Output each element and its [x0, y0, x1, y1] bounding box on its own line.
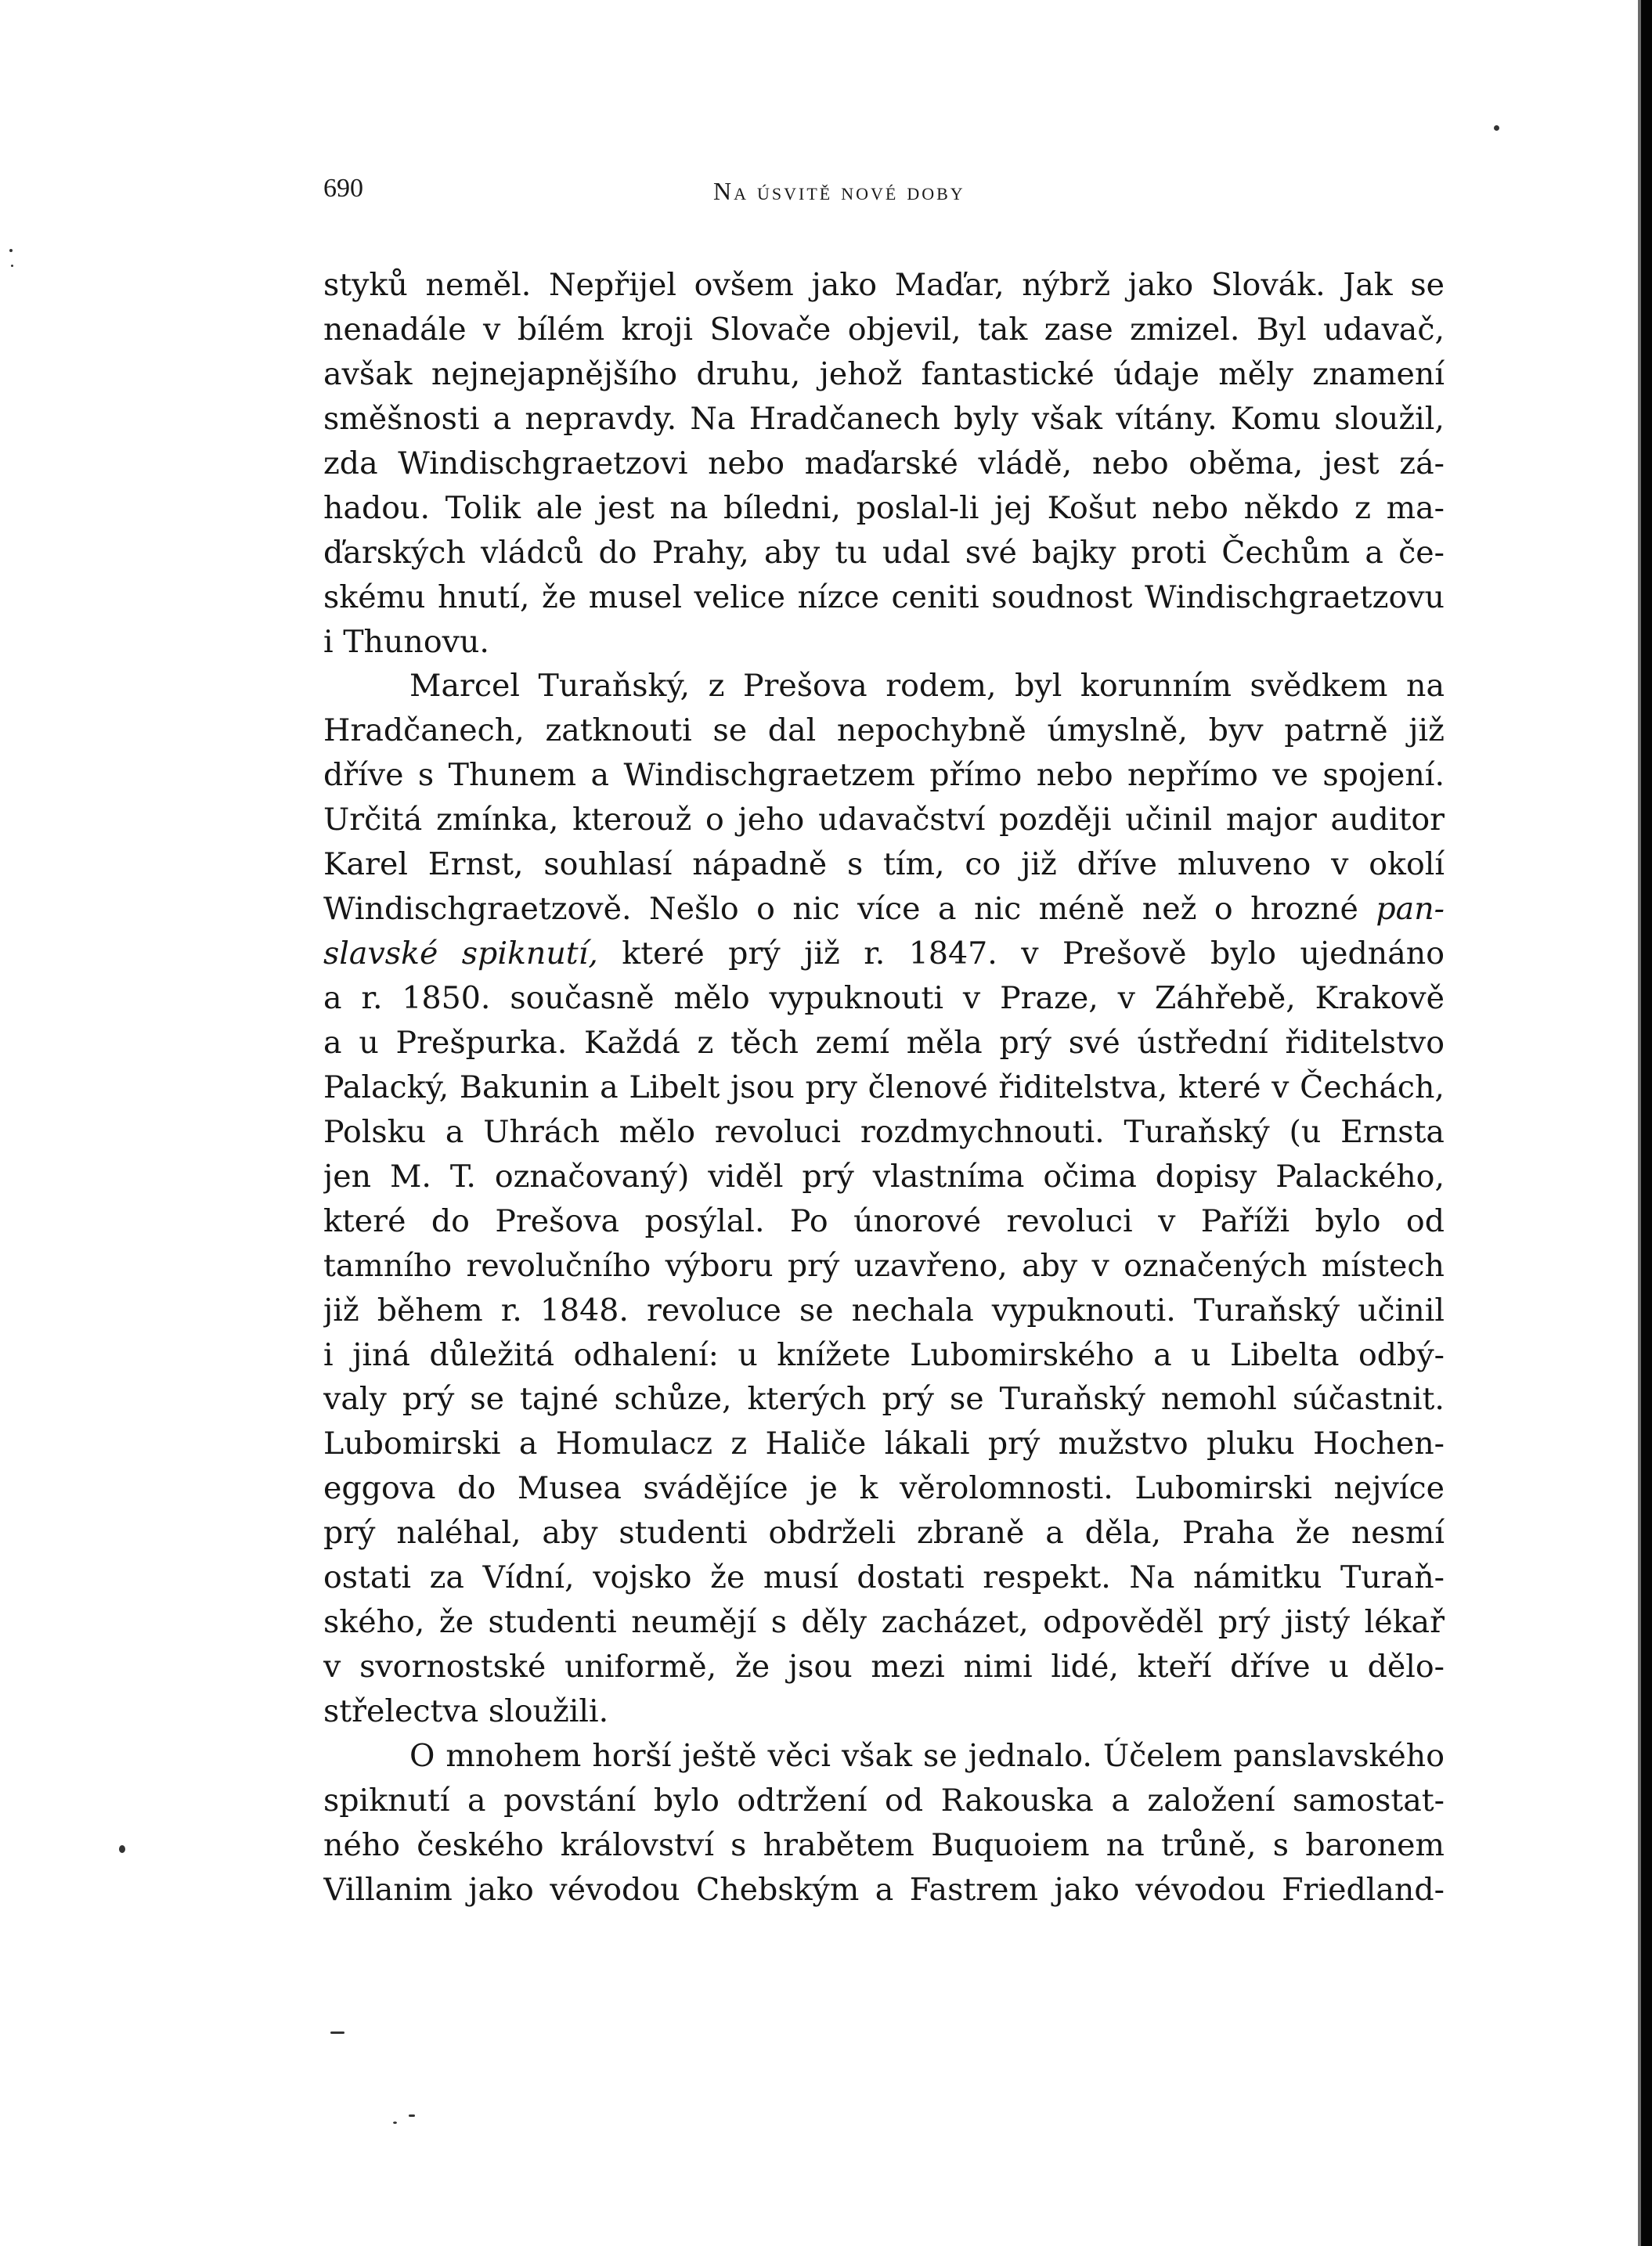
text-line: tamního revolučního výboru prý uzavřeno, aby v označených místech	[323, 1247, 1445, 1284]
text-line: Lubomirski a Homulacz z Haliče lákali prý mužstvo pluku Hochen-	[323, 1426, 1445, 1462]
paragraph-first-line: Marcel Turaňský, z Prešova rodem, byl korunním svědkem na	[409, 668, 1445, 705]
text-line: a u Prešpurka. Každá z těch zemí měla prý své ústřední řiditelstvo	[323, 1024, 1445, 1061]
scan-speck	[119, 1845, 125, 1853]
text-line: Určitá zmínka, kterouž o jeho udavačství později učinil major auditor	[323, 802, 1445, 838]
text-line: valy prý se tajné schůze, kterých prý se Turaňský nemohl súčastnit.	[323, 1381, 1445, 1418]
text-line: dříve s Thunem a Windischgraetzem přímo nebo nepřímo ve spojení.	[323, 757, 1445, 794]
text-line: prý naléhal, aby studenti obdrželi zbraně a děla, Praha že nesmí	[323, 1515, 1445, 1552]
text-line: směšnosti a nepravdy. Na Hradčanech byly však vítány. Komu sloužil,	[323, 400, 1445, 437]
text-line: ského, že studenti neumějí s děly zacházet, odpověděl prý jistý lékař	[323, 1604, 1445, 1641]
page-header	[323, 174, 1449, 213]
body-text	[323, 263, 1445, 1913]
text-line: styků neměl. Nepřijel ovšem jako Maďar, nýbrž jako Slovák. Jak se	[323, 267, 1445, 303]
italic-text: slavské spiknutí,	[323, 936, 598, 972]
text-line: Karel Ernst, souhlasí nápadně s tím, co již dříve mluveno v okolí	[323, 846, 1445, 883]
text-segment: Windischgraetzově. Nešlo o nic více a nic méně než o hrozné	[323, 891, 1358, 928]
text-line: ďarských vládců do Prahy, aby tu udal své bajky proti Čechům a če-	[323, 534, 1445, 571]
page-number: 690	[323, 174, 363, 203]
text-line: skému hnutí, že musel velice nízce ceniti soudnost Windischgraetzovu	[323, 579, 1445, 615]
text-line: v svornostské uniformě, že jsou mezi nimi lidé, kteří dříve u dělo-	[323, 1649, 1445, 1685]
text-segment: které prý již r. 1847. v Prešově bylo ujednáno	[622, 936, 1445, 972]
text-line	[323, 932, 1445, 976]
text-line: střelectva sloužili.	[323, 1693, 609, 1729]
text-line: ného českého království s hrabětem Buquoiem na trůně, s baronem	[323, 1826, 1445, 1863]
text-line: Villanim jako vévodou Chebským a Fastrem jako vévodou Friedland-	[323, 1871, 1445, 1908]
text-line: zda Windischgraetzovi nebo maďarské vládě, nebo oběma, jest zá-	[323, 445, 1445, 481]
text-line: avšak nejnejapnějšího druhu, jehož fantastické údaje měly znamení	[323, 355, 1445, 392]
text-line: hadou. Tolik ale jest na bíledni, poslal-li jej Košut nebo někdo z ma-	[323, 489, 1445, 526]
text-line: spiknutí a povstání bylo odtržení od Rakouska a založení samostat-	[323, 1782, 1445, 1819]
scan-speck	[1494, 125, 1499, 131]
text-line: jen M. T. označovaný) viděl prý vlastníma očima dopisy Palackého,	[323, 1158, 1445, 1195]
scan-edge-border	[1641, 0, 1652, 2246]
text-line: již během r. 1848. revoluce se nechala vypuknouti. Turaňský učinil	[323, 1292, 1445, 1328]
paragraph-first-line: O mnohem horší ještě věci však se jednalo. Účelem panslavského	[409, 1737, 1445, 1774]
scan-speck	[330, 2031, 344, 2034]
text-line: Hradčanech, zatknouti se dal nepochybně úmyslně, byv patrně již	[323, 712, 1445, 749]
text-line: a r. 1850. současně mělo vypuknouti v Praze, v Záhřebě, Krakově	[323, 980, 1445, 1016]
scan-speck	[393, 2122, 397, 2124]
text-line: Palacký, Bakunin a Libelt jsou pry členové řiditelstva, které v Čechách,	[323, 1069, 1445, 1105]
text-line: i Thunovu.	[323, 623, 489, 660]
text-line: eggova do Musea svádějíce je k věrolomnosti. Lubomirski nejvíce	[323, 1470, 1445, 1507]
scan-speck	[9, 249, 13, 252]
text-line: nenadále v bílém kroji Slovače objevil, tak zase zmizel. Byl udavač,	[323, 311, 1445, 348]
text-line: které do Prešova posýlal. Po únorové revoluci v Paříži bylo od	[323, 1202, 1445, 1239]
running-title: Na úsvitě nové doby	[713, 177, 965, 205]
text-line	[323, 887, 1445, 932]
scan-speck	[11, 265, 13, 267]
italic-text: pan-	[1376, 891, 1445, 928]
text-line: i jiná důležitá odhalení: u knížete Lubomirského a u Libelta odbý-	[323, 1336, 1445, 1373]
text-line: Polsku a Uhrách mělo revoluci rozdmychnouti. Turaňský (u Ernsta	[323, 1113, 1445, 1150]
scan-speck	[409, 2114, 415, 2117]
text-line: ostati za Vídní, vojsko že musí dostati respekt. Na námitku Turaň-	[323, 1559, 1445, 1596]
